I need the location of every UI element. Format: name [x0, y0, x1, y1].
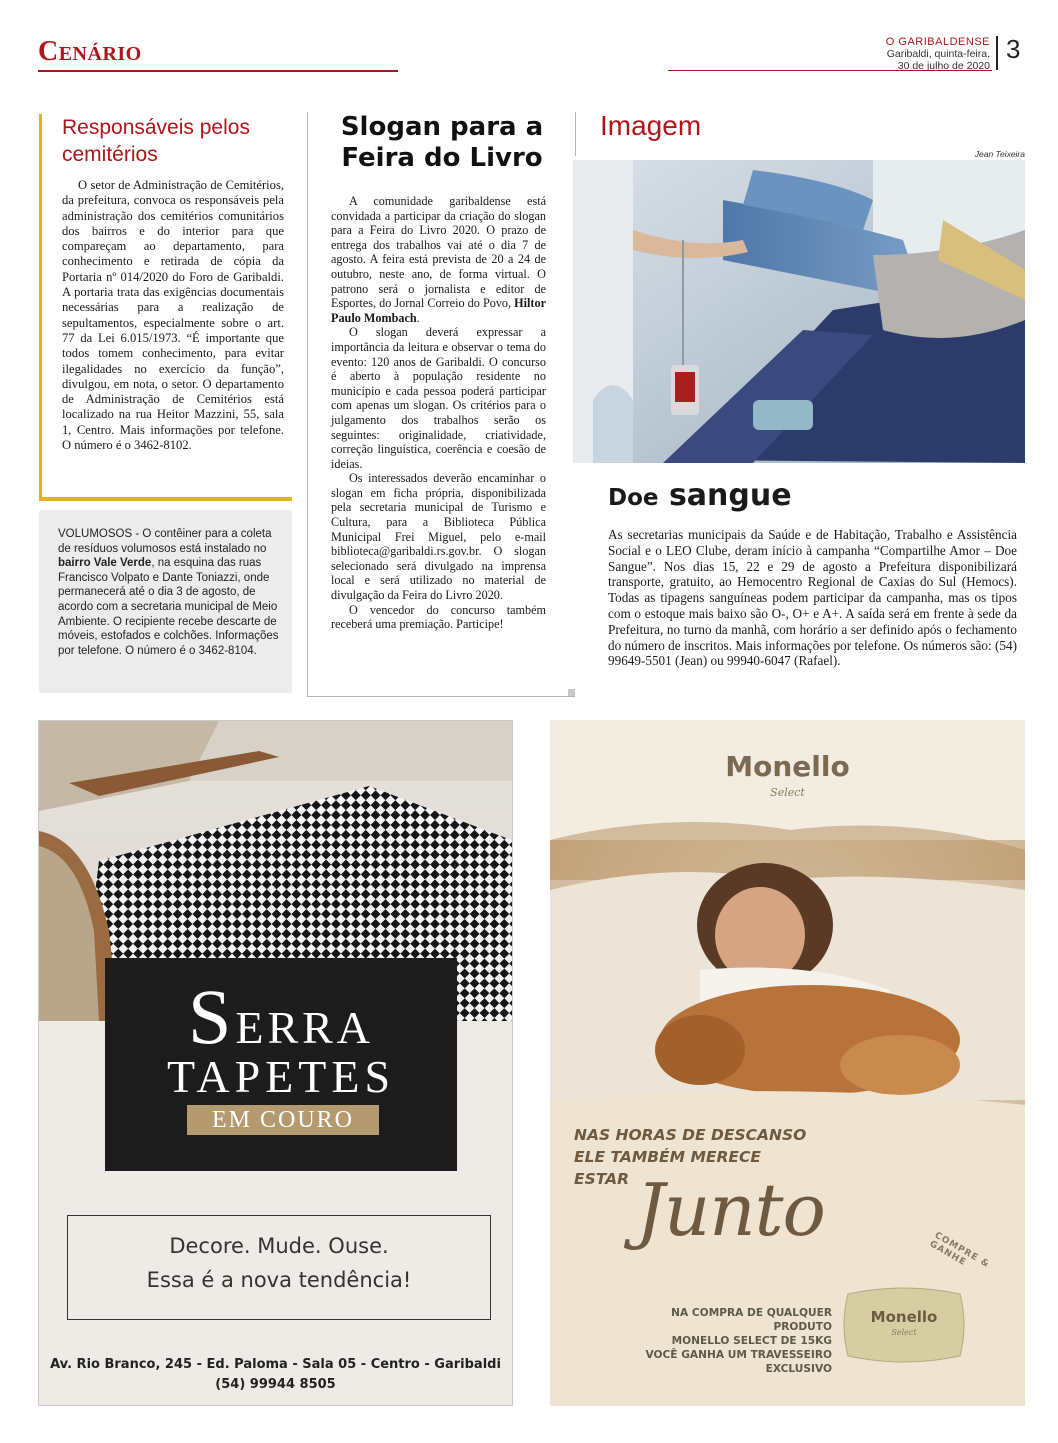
slogan-p1-text: A comunidade garibaldense está convidada a participar da criação do slogan para a Feira do Livro 2020. O prazo de entrega dos trabalhos vai até o dia 7 de agosto. A feira está prevista de 20 a 24 de outubro, neste ano, de forma virtual. O patrono será o jornalista e editor de Esportes, do Jornal Correio do Povo,: [331, 194, 546, 311]
column1-accent-bar: [39, 114, 42, 498]
header-rule-left: [38, 70, 398, 72]
photo-credit: Jean Teixeira: [974, 149, 1025, 159]
column-divider-2: [575, 112, 576, 156]
pillow-image: [840, 1280, 968, 1370]
ad-address: Av. Rio Branco, 245 - Ed. Paloma - Sala 05 - Centro - Garibaldi: [50, 1357, 501, 1372]
page-number-divider: [996, 36, 998, 70]
brand-tapetes: TAPETES: [166, 1051, 396, 1102]
slogan-p1-end: .: [416, 310, 420, 325]
brand-serra-rest: ERRA: [235, 1002, 375, 1053]
patron-name: Hiltor Paulo Mombach: [331, 296, 546, 325]
slogan-article: [331, 194, 546, 632]
page-number: 3: [1006, 34, 1021, 64]
volumosos-keyword: bairro Vale Verde: [58, 557, 152, 570]
section-title: Cenário: [38, 36, 142, 67]
doe-sangue-headline-b: sangue: [668, 478, 792, 513]
ad-offer-line2: MONELLO SELECT DE 15KG: [671, 1335, 832, 1347]
volumosos-lead: VOLUMOSOS: [58, 528, 133, 540]
cemiterios-article: [62, 178, 284, 453]
doe-sangue-headline-a: Doe: [608, 485, 659, 511]
ad-slogan-line1: Decore. Mude. Ouse.: [169, 1234, 389, 1258]
ad-headline-line3: ESTAR: [574, 1170, 630, 1188]
slogan-paragraph-3: Os interessados deverão encaminhar o slogan em ficha própria, disponibilizada pela secretaria municipal de Turismo e Cultura, para a Biblioteca Pública Municipal Frei Miguel, pelo e-mail biblioteca@garibaldi.rs.gov.br. O slogan selecionado será divulgado na imprensa local e será utilizado no material de divulgação da Feira do Livro 2020.: [331, 471, 546, 603]
slogan-paragraph-1: [331, 194, 546, 325]
ad-headline-line2: ELE TAMBÉM MERECE: [574, 1148, 761, 1166]
brand-serra: [105, 972, 457, 1062]
newspaper-name: O GARIBALDENSE: [885, 36, 990, 48]
ad-offer-line1: NA COMPRA DE QUALQUER PRODUTO: [671, 1307, 832, 1333]
volumosos-note: [58, 527, 284, 658]
cemiterios-headline: Responsáveis pelos cemitérios: [62, 116, 250, 166]
ad-headline-line1: NAS HORAS DE DESCANSO: [574, 1126, 807, 1144]
column-divider-1-bottom: [307, 696, 575, 697]
pillow-select-label: Select: [891, 1328, 917, 1337]
ad-script-word: Junto: [636, 1168, 825, 1252]
slogan-paragraph-4: O vencedor do concurso também receberá uma premiação. Participe!: [331, 602, 546, 632]
dateline-day: Garibaldi, quinta-feira,: [886, 48, 990, 60]
blood-donation-photo: [573, 160, 1025, 463]
monello-select-label: Select: [770, 786, 805, 799]
cemiterios-paragraph: O setor de Administração de Cemitérios, da prefeitura, convoca os responsáveis pela administração dos cemitérios comunitários dos bairros e do interior para que compareçam ao departamento, para conhecimento e retirada de cópia da Portaria nº 014/2020 do Foro de Garibaldi. A portaria trata das exigências documentais necessárias para a realização de sepultamentos, especialmente sobre o art. 77 da Lei 6.015/1973. “É importante que todos tomem conhecimento, para evitar ilegalidades no exercício da função”, divulgou, em nota, o setor. O departamento de Administração de Cemitérios está localizado na rua Heitor Mazzini, 55, sala 1, Centro. Mais informações por telefone. O número é o 3462-8102.: [62, 178, 284, 453]
doe-sangue-article: As secretarias municipais da Saúde e de Habitação, Trabalho e Assistência Social e o LEO Clube, deram início à campanha “Compartilhe Amor – Doe Sangue”. Nos dias 15, 22 e 29 de agosto a Prefeitura disponibilizará transporte, gratuito, ao Hemocentro Regional de Caxias do Sul (Hemocs). Todas as tipagens sanguíneas podem participar da campanha, mas os tipos com o estoque mais baixo são O-, O+ e A+. A saída será em frente à sede da Prefeitura, no turno da manhã, com horário a ser definido após o fechamento do número de inscritos. Mais informações por telefone. Os números são: (54) 99649-5501 (Jean) ou 99940-6047 (Rafael).: [608, 527, 1017, 669]
volumosos-text-a: - O contêiner para a coleta de resíduos volumosos está instalado no: [58, 528, 272, 555]
ad-phone[interactable]: (54) 99944 8505: [215, 1377, 336, 1392]
pillow-brand: Monello: [870, 1308, 938, 1326]
article-end-mark: [568, 689, 575, 696]
brand-serra-initial: S: [187, 973, 236, 1060]
ad-slogan-box: [67, 1215, 491, 1320]
monello-ad[interactable]: [550, 720, 1025, 1406]
serra-tapetes-ad[interactable]: [38, 720, 513, 1406]
volumosos-text-b: , na esquina das ruas Francisco Volpato e Dante Toniazzi, onde permanecerá até o dia 3 de agosto, de acordo com a secretaria municipal de Meio Ambiente. O recipiente recebe descarte de móveis, estofados e colchões. Informações por telefone. O número é o 3462-8104.: [58, 557, 279, 657]
slogan-headline: Slogan para a Feira do Livro: [340, 112, 544, 173]
slogan-paragraph-2: O slogan deverá expressar a importância da leitura e observar o tema do evento: 120 anos de Garibaldi. O concurso é aberto à população residente no município e cada pessoa poderá participar com apenas um slogan. Os critérios para o julgamento dos trabalhos serão os seguintes: originalidade, criatividade, correção linguística, coerência e coesão de ideias.: [331, 325, 546, 471]
header-dateline: [886, 36, 990, 72]
brand-tagline: EM COURO: [187, 1105, 379, 1135]
column-divider-1: [307, 112, 308, 697]
ad-slogan-line2: Essa é a nova tendência!: [146, 1268, 412, 1292]
serra-tapetes-logo-panel: [105, 958, 457, 1171]
doe-sangue-headline: [608, 478, 792, 513]
column1-divider: [39, 497, 292, 501]
dateline-date: 30 de julho de 2020: [897, 60, 990, 72]
imagem-label: Imagem: [600, 110, 702, 141]
monello-brand: Monello: [725, 750, 850, 783]
ad-offer: [612, 1306, 832, 1376]
compre-ganhe-label: COMPRE & GANHE: [927, 1230, 992, 1271]
ad-offer-line3: VOCÊ GANHA UM TRAVESSEIRO EXCLUSIVO: [645, 1349, 832, 1375]
